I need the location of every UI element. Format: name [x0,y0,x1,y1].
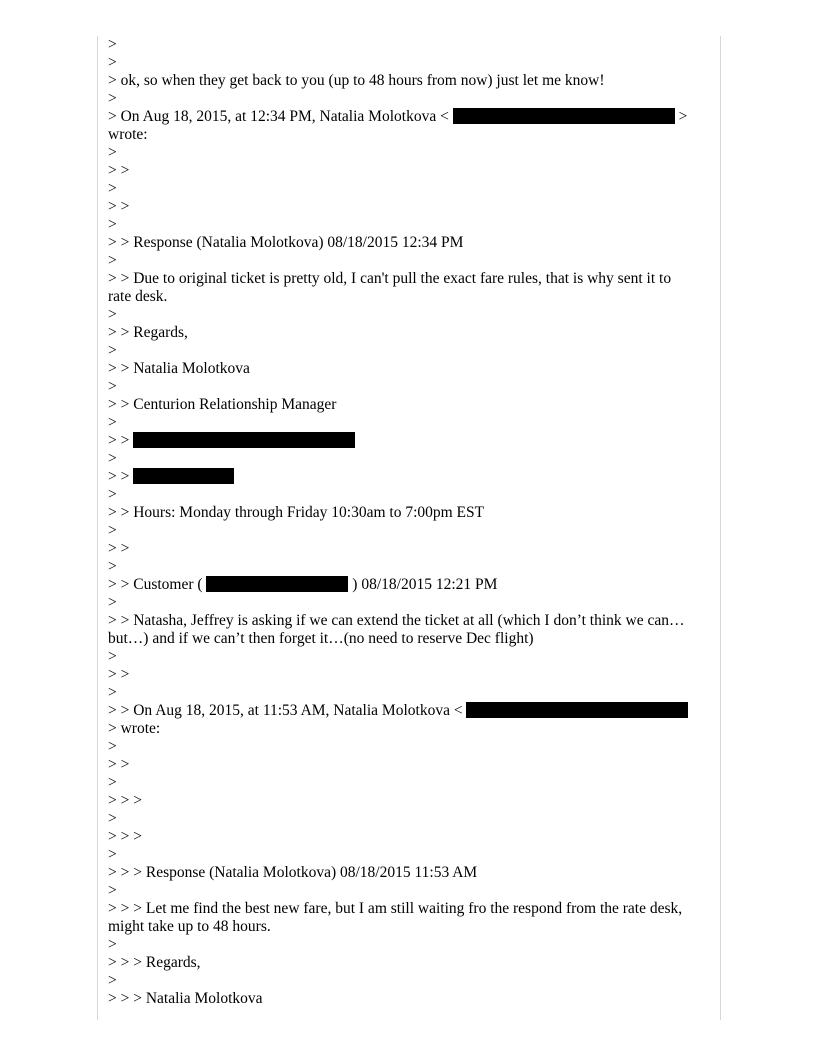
redaction-block [466,702,688,718]
line-text: but…) and if we can’t then forget it…(no need to reserve Dec flight) [108,630,534,647]
line-text: > [108,774,117,791]
line-text: > wrote: [108,720,161,737]
line-text: > > [108,756,130,773]
line-text: > > > Let me find the best new fare, but I am still waiting fro the respond from the rate desk, [108,900,683,917]
text-line [108,558,708,576]
line-text: > [108,378,117,395]
line-text: wrote: [108,126,148,143]
line-text: > [108,450,117,467]
text-line [108,270,708,288]
line-text: > [108,90,117,107]
line-text: > > Due to original ticket is pretty old, I can't pull the exact fare rules, that is why sent it to [108,270,672,287]
text-line [108,540,708,558]
line-text: > > > Natalia Molotkova [108,990,263,1007]
text-line [108,900,708,918]
line-text: > [108,54,117,71]
text-line [108,720,708,738]
line-text: > > Natalia Molotkova [108,360,250,377]
line-text: > > On Aug 18, 2015, at 11:53 AM, Natalia Molotkova < [108,702,467,719]
text-line [108,594,708,612]
line-text: > [108,144,117,161]
redaction-block [133,432,355,448]
line-text: > > Natasha, Jeffrey is asking if we can extend the ticket at all (which I don’t think we can… [108,612,685,629]
line-text-after: ) 08/18/2015 12:21 PM [348,576,498,593]
text-line [108,612,708,630]
line-text: > [108,522,117,539]
text-line [108,342,708,360]
text-line [108,756,708,774]
line-text: > [108,648,117,665]
redaction-block [453,108,675,124]
text-line [108,918,708,936]
line-text: > ok, so when they get back to you (up to 48 hours from now) just let me know! [108,72,605,89]
line-text: > [108,486,117,503]
line-text: > > [108,162,130,179]
line-text: > > Centurion Relationship Manager [108,396,337,413]
line-text: > > > Response (Natalia Molotkova) 08/18/2015 11:53 AM [108,864,478,881]
text-line [108,774,708,792]
line-text: > > Regards, [108,324,188,341]
line-text: rate desk. [108,288,168,305]
line-text: > [108,558,117,575]
line-text: > [108,180,117,197]
text-line [108,90,708,108]
text-line [108,738,708,756]
line-text: > > [108,468,134,485]
line-text: > > [108,432,134,449]
text-line [108,72,708,90]
line-text: > > Customer ( [108,576,207,593]
text-line [108,288,708,306]
text-line [108,234,708,252]
line-text: > > [108,540,130,557]
text-line [108,378,708,396]
text-line [108,432,708,450]
line-text: > [108,936,117,953]
text-line [108,108,708,126]
text-line [108,576,708,594]
redaction-block [133,468,234,484]
text-line [108,306,708,324]
text-line [108,864,708,882]
line-text: > [108,738,117,755]
line-text: might take up to 48 hours. [108,918,271,935]
text-line [108,396,708,414]
text-line [108,630,708,648]
text-line [108,504,708,522]
text-line [108,324,708,342]
text-line [108,810,708,828]
text-line [108,648,708,666]
line-text: > [108,972,117,989]
text-line [108,828,708,846]
text-line [108,792,708,810]
text-line [108,54,708,72]
line-text: > [108,342,117,359]
line-text: > [108,216,117,233]
line-text: > [108,414,117,431]
line-text: > [108,594,117,611]
text-line [108,702,708,720]
line-text: > [108,36,117,53]
text-line [108,468,708,486]
text-line [108,972,708,990]
line-text: > > > [108,828,142,845]
text-line [108,144,708,162]
line-text: > On Aug 18, 2015, at 12:34 PM, Natalia Molotkova < [108,108,453,125]
text-line [108,882,708,900]
text-line [108,162,708,180]
line-text: > [108,306,117,323]
redaction-block [206,576,348,592]
email-thread-body [108,36,708,1008]
line-text: > > [108,198,130,215]
text-line [108,522,708,540]
text-line [108,414,708,432]
text-line [108,252,708,270]
text-line [108,990,708,1008]
line-text: > [108,810,117,827]
text-line [108,666,708,684]
line-text: > [108,684,117,701]
line-text: > > > Regards, [108,954,201,971]
text-line [108,450,708,468]
text-line [108,216,708,234]
line-text: > [108,252,117,269]
text-line [108,936,708,954]
text-line [108,180,708,198]
line-text: > > > [108,792,142,809]
line-text: > [108,846,117,863]
line-text: > > Response (Natalia Molotkova) 08/18/2015 12:34 PM [108,234,464,251]
line-text: > [108,882,117,899]
line-text: > > Hours: Monday through Friday 10:30am to 7:00pm EST [108,504,485,521]
text-line [108,360,708,378]
line-text: > > [108,666,130,683]
text-line [108,36,708,54]
text-line [108,684,708,702]
text-line [108,846,708,864]
text-line [108,486,708,504]
text-line [108,198,708,216]
line-text-after: > [674,108,688,125]
text-line [108,126,708,144]
text-line [108,954,708,972]
